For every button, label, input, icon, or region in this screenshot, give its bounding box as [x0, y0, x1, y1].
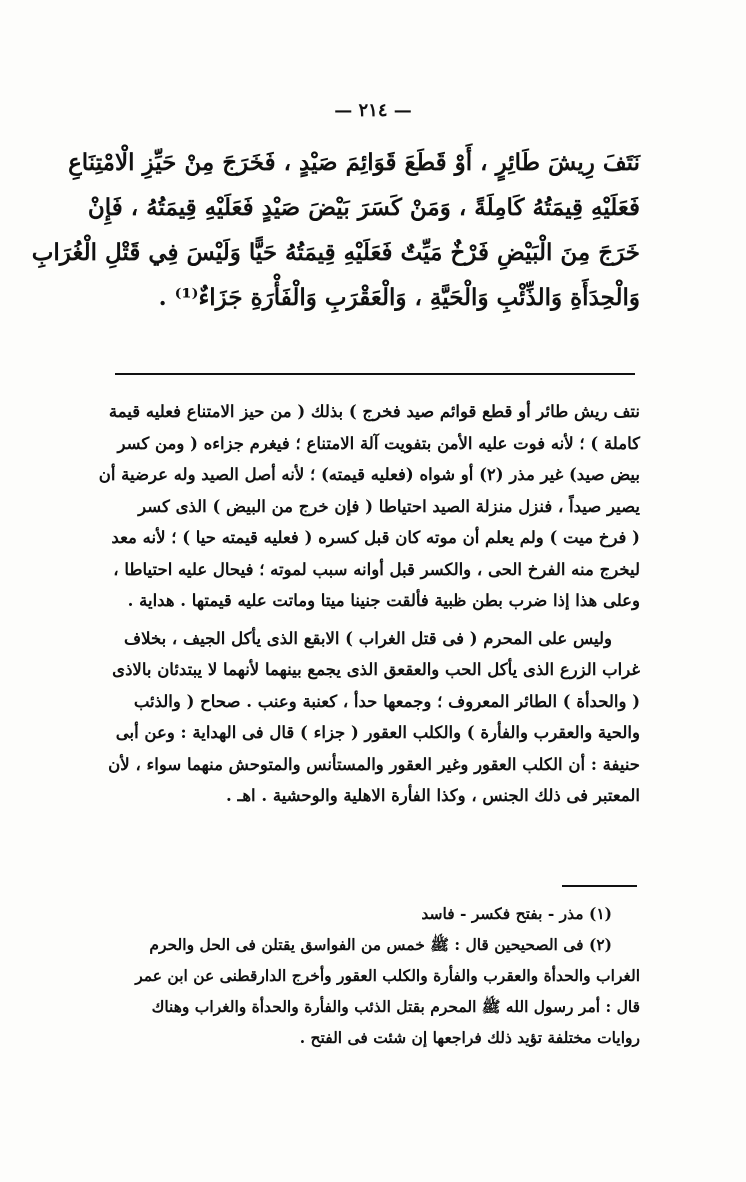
commentary-line: يصير صيداً ، فنزل منزلة الصيد احتياطا ( فإن خرج من البيض ) الذى كسر: [138, 496, 640, 516]
commentary-line: والحية والعقرب والفأرة ) والكلب العقور ( جزاء ) قال فى الهداية : وعن أبى: [115, 723, 640, 742]
footnote-line: الغراب والحدأة والعقرب والفأرة والكلب العقور وأخرج الدارقطنى عن ابن عمر: [135, 966, 640, 985]
main-text-line: فَعَلَيْهِ قِيمَتُهُ كَامِلَةً ، وَمَنْ كَسَرَ بَيْضَ صَيْدٍ فَعَلَيْهِ قِيمَتُهُ ، فَإِنْ: [87, 194, 640, 221]
commentary-line: ( والحدأة ) الطائر المعروف ؛ وجمعها حدأ ، كعنبة وعنب . صحاح ( والذئب: [133, 691, 640, 711]
commentary-line: كاملة ) ؛ لأنه فوت عليه الأمن بتفويت آلة الامتناع ؛ فيغرم جزاءه ( ومن كسر: [117, 433, 640, 453]
footnote-line: (٢) فى الصحيحين قال : ﷺ خمس من الفواسق يقتلن فى الحل والحرم: [149, 935, 612, 954]
commentary-line: ليخرج منه الفرخ الحى ، والكسر قبل أوانه سبب لموته ؛ فيحال عليه احتياطا ،: [113, 559, 640, 579]
main-text-line: وَالْحِدَأَةِ وَالذِّئْبِ وَالْحَيَّةِ ، وَالْعَقْرَبِ وَالْفَأْرَةِ جَزَاءٌ⁽¹⁾ .: [158, 284, 640, 311]
footnotes: [110, 898, 640, 1053]
commentary-line: ( فرخ ميت ) ولم يعلم أن موته كان قبل كسره ( فعليه قيمته حيا ) ؛ لأنه معد: [111, 528, 640, 547]
commentary: [98, 396, 640, 812]
main-text: [31, 140, 640, 320]
page-number: — ٢١٤ —: [334, 100, 412, 121]
footnote-rule: [562, 885, 637, 887]
separator-rule: [115, 373, 635, 375]
commentary-line: غراب الزرع الذى يأكل الحب والعقعق الذى يجمع بينهما لأنهما لا يبتدئان بالاذى: [112, 660, 640, 679]
footnote-line: قال : أمر رسول الله ﷺ المحرم بقتل الذئب والفأرة والحدأة والغراب وهناك: [151, 997, 640, 1016]
commentary-line: بيض صيد) غير مذر (٢) أو شواه (فعليه قيمته) ؛ لأنه أصل الصيد وله عرضية أن: [98, 465, 640, 484]
footnote-line: روايات مختلفة تؤيد ذلك فراجعها إن شئت فى الفتح .: [299, 1028, 640, 1047]
commentary-line: وعلى هذا إذا ضرب بطن ظبية فألقت جنينا ميتا وماتت عليه قيمتها . هداية .: [127, 591, 640, 610]
commentary-paragraph: [110, 623, 640, 812]
main-text-line: خَرَجَ مِنَ الْبَيْضِ فَرْخٌ مَيِّتٌ فَعَلَيْهِ قِيمَتُهُ حَيًّا وَلَيْسَ فِي قَتْلِ الْغُرَابِ: [31, 239, 640, 266]
footnote-line: (١) مذر - بفتح فكسر - فاسد: [421, 904, 612, 923]
commentary-paragraph: [98, 396, 640, 617]
commentary-line: المعتبر فى ذلك الجنس ، وكذا الفأرة الاهلية والوحشية . اهـ .: [226, 786, 640, 805]
commentary-line: حنيفة : أن الكلب العقور وغير العقور والمستأنس والمتوحش منهما سواء ، لأن: [108, 754, 640, 774]
commentary-line: نتف ريش طائر أو قطع قوائم صيد فخرج ) بذلك ( من حيز الامتناع فعليه قيمة: [108, 402, 640, 421]
commentary-line: وليس على المحرم ( فى قتل الغراب ) الابقع الذى يأكل الجيف ، بخلاف: [124, 628, 612, 648]
main-text-line: نَتَفَ رِيشَ طَائِرٍ ، أَوْ قَطَعَ قَوَائِمَ صَيْدٍ ، فَخَرَجَ مِنْ حَيِّزِ الْامْتِنَاعِ: [68, 149, 640, 176]
